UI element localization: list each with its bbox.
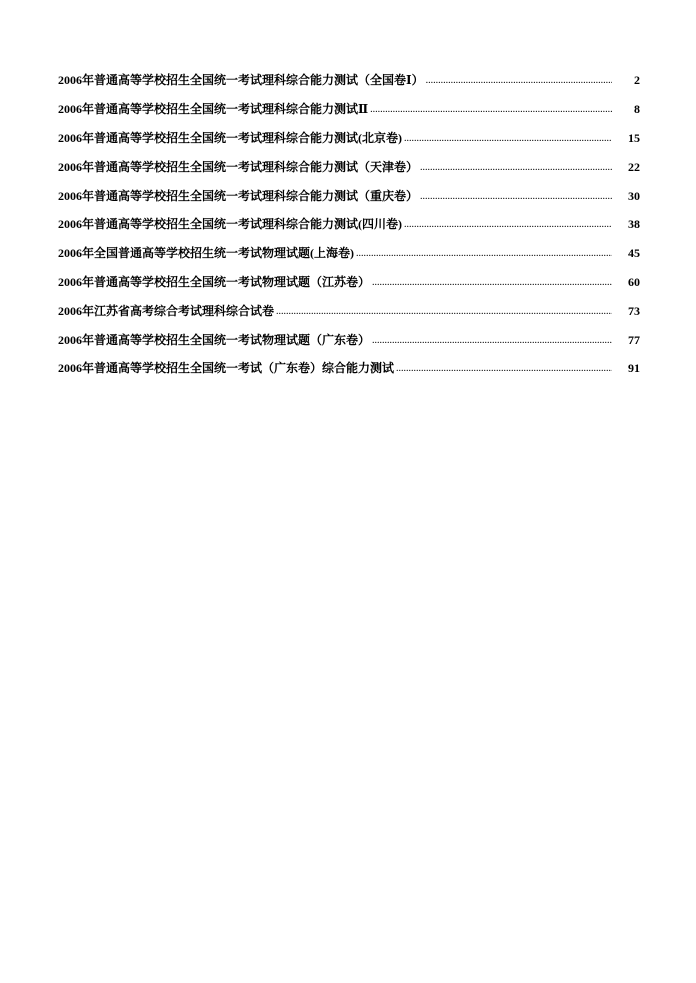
toc-entry[interactable] <box>58 181 640 210</box>
toc-entry-title: 2006年普通高等学校招生全国统一考试理科综合能力测试(四川卷) <box>58 217 402 232</box>
toc-dot-leader <box>420 163 612 173</box>
toc-dot-leader <box>396 364 612 374</box>
toc-entry[interactable] <box>58 66 640 95</box>
toc-entry-page: 73 <box>628 303 640 318</box>
toc-entry[interactable] <box>58 239 640 268</box>
toc-entry-title: 2006年普通高等学校招生全国统一考试理科综合能力测试（全国卷Ⅰ） <box>58 73 424 88</box>
toc-entry[interactable] <box>58 296 640 325</box>
toc-entry-page: 45 <box>628 246 640 261</box>
toc-entry-page: 2 <box>634 73 640 88</box>
toc-entry-page: 30 <box>628 188 640 203</box>
toc-entry-title: 2006年普通高等学校招生全国统一考试物理试题（广东卷） <box>58 332 371 347</box>
toc-dot-leader <box>276 307 612 317</box>
toc-dot-leader <box>370 105 612 115</box>
toc-entry[interactable] <box>58 354 640 383</box>
toc-dot-leader <box>372 336 612 346</box>
toc-dot-leader <box>404 220 612 230</box>
toc-entry-title: 2006年普通高等学校招生全国统一考试理科综合能力测试（天津卷） <box>58 159 419 174</box>
toc-entry-title: 2006年普通高等学校招生全国统一考试理科综合能力测试Ⅱ <box>58 102 369 117</box>
table-of-contents <box>58 66 640 383</box>
toc-entry-page: 15 <box>628 130 640 145</box>
toc-dot-leader <box>426 76 612 86</box>
toc-entry-page: 22 <box>628 159 640 174</box>
toc-entry-title: 2006年普通高等学校招生全国统一考试物理试题（江苏卷） <box>58 274 371 289</box>
toc-entry[interactable] <box>58 124 640 153</box>
toc-dot-leader <box>404 134 612 144</box>
toc-entry-page: 60 <box>628 274 640 289</box>
toc-entry[interactable] <box>58 210 640 239</box>
toc-dot-leader <box>356 249 612 259</box>
toc-entry[interactable] <box>58 268 640 297</box>
toc-dot-leader <box>372 278 612 288</box>
toc-entry[interactable] <box>58 95 640 124</box>
toc-entry-page: 77 <box>628 332 640 347</box>
toc-entry-title: 2006年全国普通高等学校招生统一考试物理试题(上海卷) <box>58 246 354 261</box>
toc-entry-page: 91 <box>628 361 640 376</box>
toc-entry-title: 2006年普通高等学校招生全国统一考试理科综合能力测试（重庆卷） <box>58 188 419 203</box>
toc-entry[interactable] <box>58 152 640 181</box>
toc-entry-title: 2006年普通高等学校招生全国统一考试（广东卷）综合能力测试 <box>58 361 395 376</box>
toc-entry-title: 2006年江苏省高考综合考试理科综合试卷 <box>58 303 275 318</box>
toc-entry[interactable] <box>58 325 640 354</box>
toc-entry-title: 2006年普通高等学校招生全国统一考试理科综合能力测试(北京卷) <box>58 130 402 145</box>
toc-dot-leader <box>420 192 612 202</box>
toc-entry-page: 8 <box>634 102 640 117</box>
toc-entry-page: 38 <box>628 217 640 232</box>
